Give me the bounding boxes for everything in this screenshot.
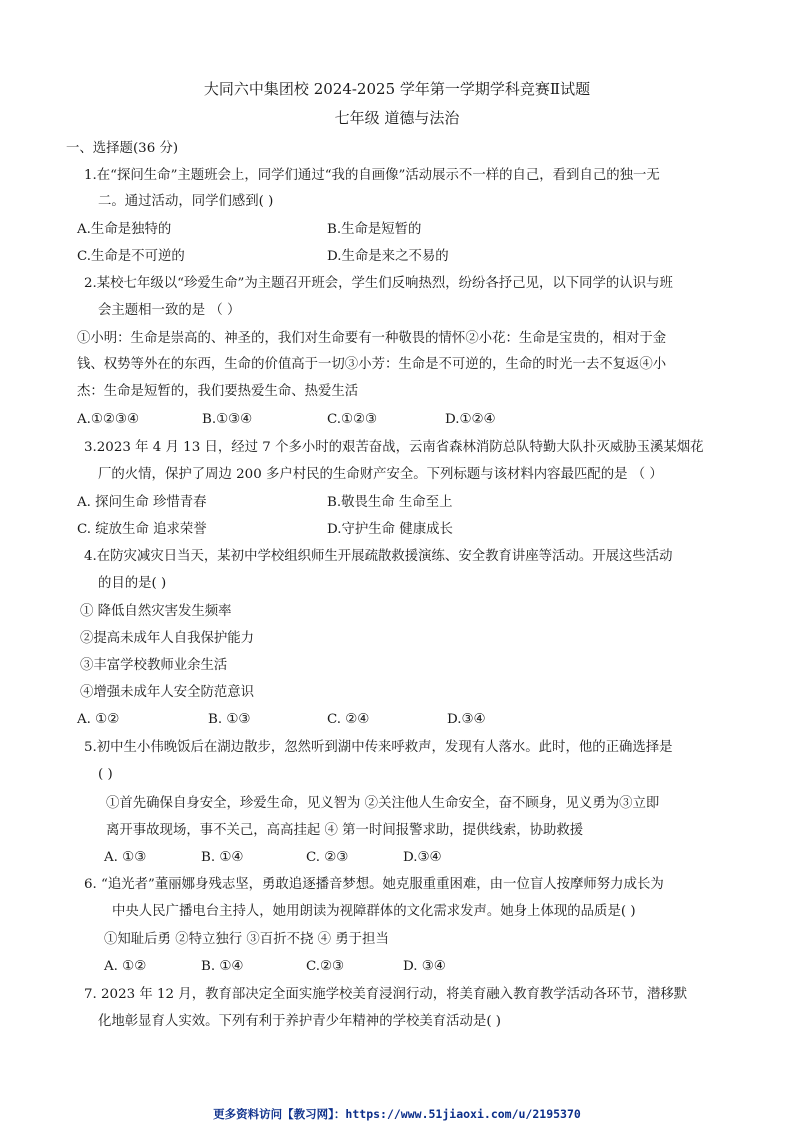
q3-option-c[interactable]: C. 绽放生命 追求荣誉	[77, 522, 207, 537]
q6-option-d[interactable]: D. ③④	[403, 959, 446, 974]
exam-subtitle: 七年级 道德与法治	[334, 109, 460, 127]
q6-option-b[interactable]: B. ①④	[201, 959, 244, 974]
q4-option-d[interactable]: D.③④	[447, 712, 486, 727]
exam-title: 大同六中集团校 2024-2025 学年第一学期学科竞赛Ⅱ试题	[203, 80, 591, 98]
q2-statement-line2: 钱、权势等外在的东西，生命的价值高于一切③小芳：生命是不可逆的，生命的时光一去不复返④小	[77, 357, 667, 372]
q2-option-c[interactable]: C.①②③	[327, 412, 378, 427]
q5-stem-line2: ( )	[98, 767, 113, 782]
q4-option-b[interactable]: B. ①③	[208, 712, 251, 727]
q4-option-a[interactable]: A. ①②	[77, 712, 120, 727]
q1-option-b[interactable]: B.生命是短暂的	[327, 222, 422, 237]
q1-option-c[interactable]: C.生命是不可逆的	[77, 249, 185, 264]
q5-option-d[interactable]: D.③④	[403, 850, 442, 865]
q2-statement-line1: ①小明：生命是崇高的、神圣的，我们对生命要有一种敬畏的情怀②小花：生命是宝贵的，相对于金	[77, 331, 667, 346]
q3-option-d[interactable]: D.守护生命 健康成长	[327, 522, 453, 537]
q4-statement-4: ④增强未成年人安全防范意识	[80, 685, 255, 700]
q4-option-c[interactable]: C. ②④	[327, 712, 370, 727]
q5-option-c[interactable]: C. ②③	[306, 850, 349, 865]
q6-option-a[interactable]: A. ①②	[104, 959, 147, 974]
q2-option-a[interactable]: A.①②③④	[77, 412, 139, 427]
q6-statements: ①知耻后勇 ②特立独行 ③百折不挠 ④ 勇于担当	[104, 932, 389, 947]
q7-stem-line2: 化地彰显育人实效。下列有利于养护青少年精神的学校美育活动是( )	[98, 1014, 502, 1029]
q3-stem-line2: 厂的火情，保护了周边 200 多户村民的生命财产安全。下列标题与该材料内容最匹配的是 （ ）	[98, 467, 663, 482]
q5-statement-line2: 离开事故现场，事不关己，高高挂起 ④ 第一时间报警求助，提供线索，协助救援	[106, 823, 584, 838]
q5-option-b[interactable]: B. ①④	[201, 850, 244, 865]
q1-stem-line1: 1.在“探问生命”主题班会上，同学们通过“我的自画像”活动展示不一样的自己，看到自己的独一无	[84, 168, 660, 183]
q7-stem-line1: 7. 2023 年 12 月，教育部决定全面实施学校美育浸润行动，将美育融入教育教学活动各环节，潜移默	[84, 987, 688, 1002]
q2-stem-line2: 会主题相一致的是 （ ）	[98, 303, 241, 318]
q2-option-b[interactable]: B.①③④	[202, 412, 253, 427]
q4-statement-1: ① 降低自然灾害发生频率	[80, 604, 232, 619]
q3-option-a[interactable]: A. 探问生命 珍惜青春	[77, 495, 207, 510]
q3-option-b[interactable]: B.敬畏生命 生命至上	[327, 495, 453, 510]
q4-statement-2: ②提高未成年人自我保护能力	[80, 631, 255, 646]
q5-option-a[interactable]: A. ①③	[104, 850, 147, 865]
q2-statement-line3: 杰：生命是短暂的，我们要热爱生命、热爱生活	[77, 384, 359, 399]
q5-statement-line1: ①首先确保自身安全，珍爱生命，见义智为 ②关注他人生命安全，奋不顾身，见义勇为③立即	[106, 796, 660, 811]
q3-stem-line1: 3.2023 年 4 月 13 日，经过 7 个多小时的艰苦奋战，云南省森林消防总队特勤大队扑灭威胁玉溪某烟花	[84, 440, 704, 455]
q4-statement-3: ③丰富学校教师业余生活	[80, 658, 228, 673]
q6-option-c[interactable]: C.②③	[306, 959, 345, 974]
q6-stem-line2: 中央人民广播电台主持人，她用朗读为视障群体的文化需求发声。她身上体现的品质是( )	[112, 904, 636, 919]
q6-stem-line1: 6. “追光者”董丽娜身残志坚，勇敢追逐播音梦想。她克服重重困难，由一位盲人按摩师努力成长为	[84, 877, 664, 892]
q1-option-d[interactable]: D.生命是来之不易的	[327, 249, 449, 264]
footer-link[interactable]: 更多资料访问【教习网】：https://www.51jiaoxi.com/u/2195370	[213, 1107, 581, 1121]
q1-option-a[interactable]: A.生命是独特的	[77, 222, 172, 237]
q4-stem-line1: 4.在防灾减灾日当天，某初中学校组织师生开展疏散救援演练、安全教育讲座等活动。开展这些活动	[84, 549, 673, 564]
q2-stem-line1: 2.某校七年级以“珍爱生命”为主题召开班会，学生们反响热烈，纷纷各抒己见，以下同学的认识与班	[84, 276, 673, 291]
q4-stem-line2: 的目的是( )	[98, 576, 167, 591]
section-heading: 一、选择题(36 分)	[66, 141, 179, 156]
q5-stem-line1: 5.初中生小伟晚饭后在湖边散步，忽然听到湖中传来呼救声，发现有人落水。此时，他的正确选择是	[84, 740, 673, 755]
q2-option-d[interactable]: D.①②④	[445, 412, 496, 427]
q1-stem-line2: 二。通过活动，同学们感到( )	[98, 194, 274, 209]
